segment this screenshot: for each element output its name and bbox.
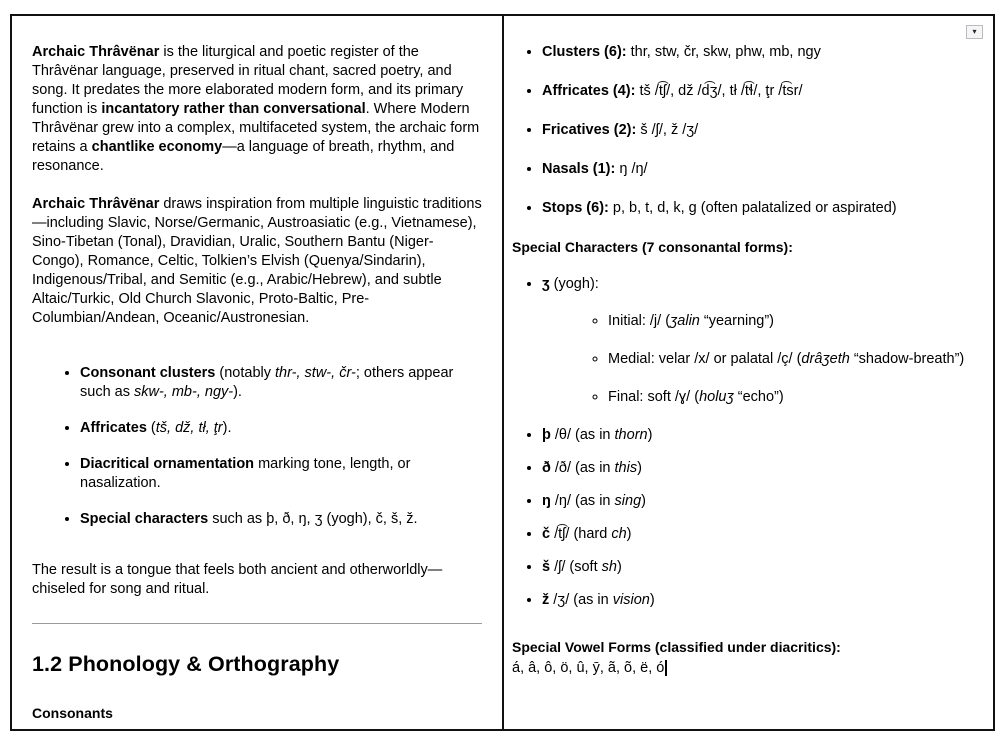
list-item: • Special characters such as þ, ð, ŋ, ʒ (yogh), č, š, ž.	[80, 510, 482, 529]
list-item: • Consonant clusters (notably thr-, stw-, čr-; others appear such as skw-, mb-, ngy-).	[80, 364, 482, 402]
special-vowels-heading: Special Vowel Forms (classified under diacritics):	[512, 639, 841, 655]
list-item: • þ /θ/ (as in thorn)	[542, 426, 967, 445]
list-item: • č /t͡ʃ/ (hard ch)	[542, 525, 967, 544]
chevron-down-icon: ▾	[972, 27, 977, 36]
section-heading: 1.2 Phonology & Orthography	[32, 652, 340, 676]
text-cursor	[665, 660, 667, 676]
paragraph-closing: The result is a tongue that feels both ancient and otherworldly—chiseled for song and ritual.	[32, 562, 443, 597]
list-item: ◦ Final: soft /ɣ/ (holuʒ “echo”)	[608, 388, 967, 407]
list-item: • Affricates (4): tš /t͡ʃ/, dž /d͡ʒ/, tł /t͡ɬ/, ţr /t͡sr/	[542, 82, 967, 101]
list-item: ◦ Initial: /j/ (ʒalin “yearning”)	[608, 312, 967, 331]
list-item: • Nasals (1): ŋ /ŋ/	[542, 160, 967, 179]
special-characters-heading: Special Characters (7 consonantal forms):	[512, 239, 793, 255]
paragraph-influences: Archaic Thrâvënar draws inspiration from multiple linguistic traditions—including Slavic, Norse/Germanic, Austroasiatic (e.g., Vietnamese), Sino-Tibetan (Tonal), Dravidian, Uralic, Southern Bantu (Niger-Congo), Romance, Celtic, Tolkien’s Elvish (Quenya/Sindarin), Indigenous/Tribal, and Semitic (e.g., Arabic/Hebrew), and subtle Altaic/Turkic, Old Church Slavonic, Proto-Baltic, Pre-Columbian/Andean, Oceanic/Austronesian.	[32, 196, 482, 326]
list-item: • Affricates (tš, dž, tł, ţr).	[80, 419, 482, 438]
right-column[interactable]	[504, 16, 993, 729]
list-item: ◦ Medial: velar /x/ or palatal /ç/ (drâʒeth “shadow-breath”)	[608, 350, 967, 369]
feature-bullet-list	[32, 364, 482, 529]
list-item: • Clusters (6): thr, stw, čr, skw, phw, mb, ngy	[542, 43, 967, 62]
paragraph-intro: Archaic Thrâvënar is the liturgical and poetic register of the Thrâvënar language, preserved in ritual chant, sacred poetry, and song. It predates the more elaborated modern form, and its primary function is incantatory rather than conversational. Where Modern Thrâvënar grew into a complex, multifaceted system, the archaic form retains a chantlike economy—a language of breath, rhythm, and resonance.	[32, 44, 480, 174]
dropdown-button[interactable]	[966, 25, 983, 39]
vowel-forms-text: á, â, ô, ö, û, ȳ, ã, õ, ë, ó	[512, 660, 665, 676]
list-item: • Diacritical ornamentation marking tone, length, or nasalization.	[80, 455, 482, 493]
special-characters-list	[512, 275, 967, 610]
list-item: • ž /ʒ/ (as in vision)	[542, 591, 967, 610]
list-item: • š /ʃ/ (soft sh)	[542, 558, 967, 577]
list-item-yogh	[542, 275, 967, 407]
horizontal-rule	[32, 623, 482, 624]
phoneme-bullet-list	[512, 43, 967, 218]
document-page	[10, 14, 995, 731]
list-item: • ŋ /ŋ/ (as in sing)	[542, 492, 967, 511]
list-item: • Stops (6): p, b, t, d, k, g (often palatalized or aspirated)	[542, 199, 967, 218]
vowel-forms-line	[512, 659, 967, 678]
left-column[interactable]	[12, 16, 504, 729]
list-item: • ð /ð/ (as in this)	[542, 459, 967, 478]
list-item: • Fricatives (2): š /ʃ/, ž /ʒ/	[542, 121, 967, 140]
yogh-sublist	[542, 312, 967, 407]
consonants-subheading: Consonants	[32, 705, 113, 721]
yogh-label: ʒ (yogh):	[542, 276, 599, 292]
